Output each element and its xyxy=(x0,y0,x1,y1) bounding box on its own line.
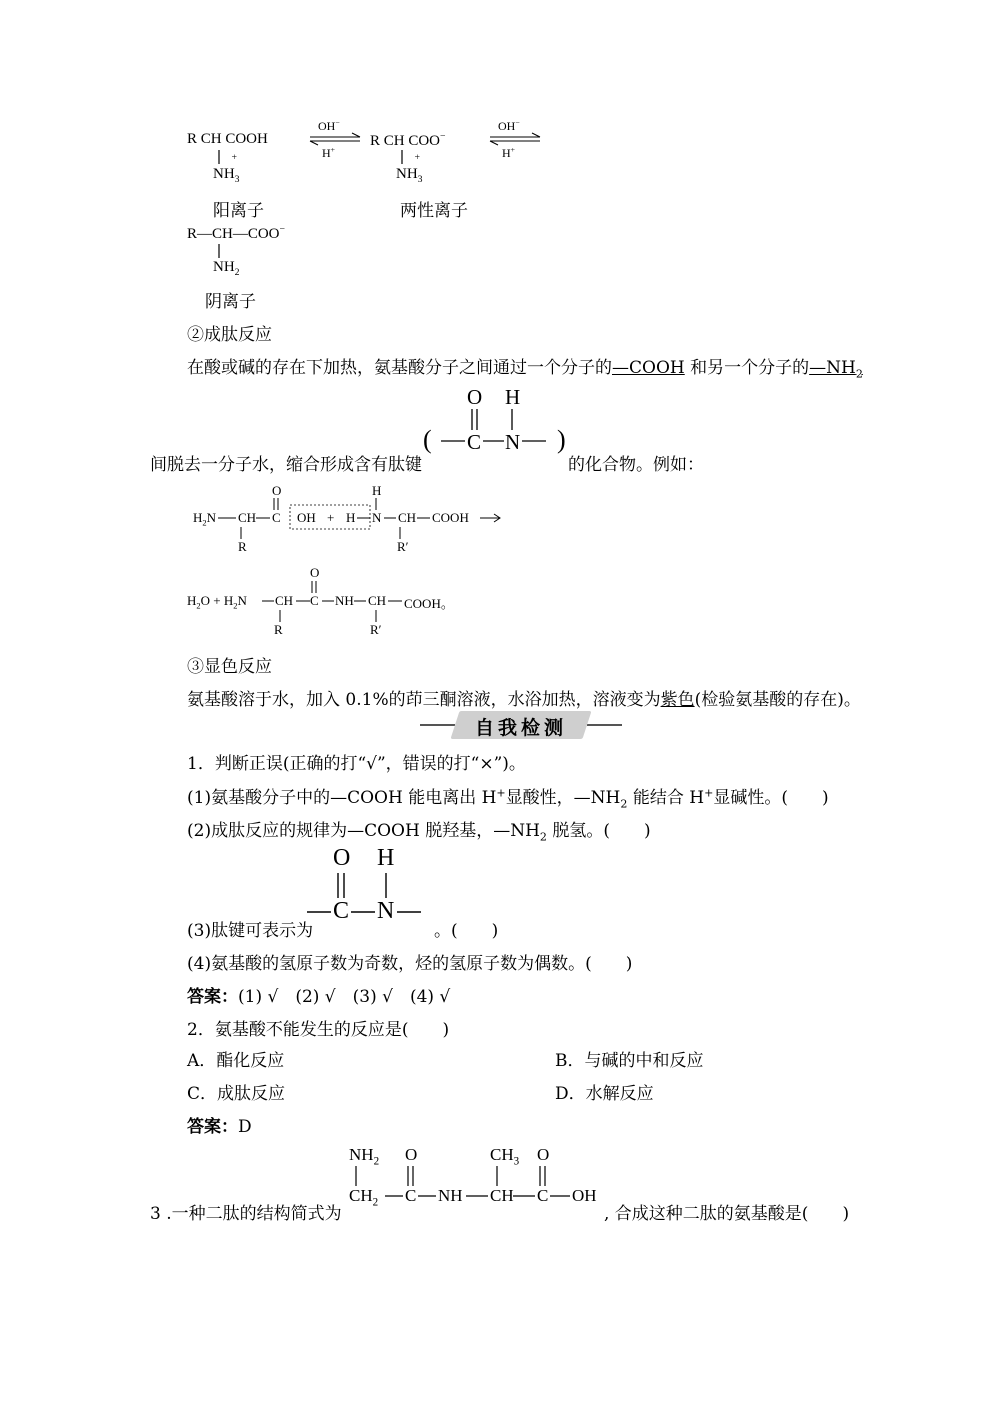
answer2-label: 答案： xyxy=(187,1117,238,1137)
ex-ch: CH xyxy=(238,510,257,525)
prod-cooh: COOH。 xyxy=(404,596,454,611)
peptide-heading: ②成肽反应 xyxy=(187,325,272,345)
dp-ch: CH xyxy=(490,1186,514,1205)
color-text: 氨基酸溶于水，加入 0.1%的茚三酮溶液，水浴加热，溶液变为紫色(检验氨基酸的存在)。 xyxy=(187,690,861,710)
ex-h: H xyxy=(346,510,356,525)
q2-option-d: D．水解反应 xyxy=(555,1084,654,1104)
ex-cooh: COOH xyxy=(432,510,469,525)
bond-paren-close: ) xyxy=(557,425,566,454)
peptide-text-line3: 的化合物。例如： xyxy=(568,455,704,475)
ex-o: O xyxy=(272,483,282,498)
ex-oh: OH xyxy=(297,510,316,525)
arrow2-bottom: H+ xyxy=(502,145,516,160)
prod-r: R xyxy=(274,622,283,637)
anion-nh2: $NH_2$ xyxy=(213,259,240,278)
peptide-text-line1: 在酸或碱的存在下加热，氨基酸分子之间通过一个分子的—COOH 和另一个分子的$—NH_2$ xyxy=(187,358,863,381)
q1-bond-h: H xyxy=(377,845,395,871)
dp-c2: C xyxy=(537,1186,549,1205)
q2-stem: 2．氨基酸不能发生的反应是( ) xyxy=(187,1020,450,1040)
dp-oh: OH xyxy=(572,1186,597,1205)
ex-r: R xyxy=(238,539,247,554)
prod-c: C xyxy=(310,593,319,608)
zwitterion-label: 两性离子 xyxy=(400,201,468,221)
ex-plus: + xyxy=(327,510,335,525)
peptide-text-line2: 间脱去一分子水，缩合形成含有肽键 xyxy=(150,455,422,475)
q1-item3-b: 。( ) xyxy=(434,921,499,941)
q3-stem-b: , 合成这种二肽的氨基酸是( ) xyxy=(604,1204,850,1224)
q2-option-c: C．成肽反应 xyxy=(187,1084,286,1104)
zwitterion-formula: R CH COO− xyxy=(370,131,446,149)
answer2: 答案：D xyxy=(187,1117,252,1137)
dp-o2: O xyxy=(537,1145,550,1164)
anion-label: 阴离子 xyxy=(205,292,256,312)
ex-h-top: H xyxy=(372,483,382,498)
q1-item1: (1)氨基酸分子中的—COOH 能电离出 H+显酸性，$—NH_2$ 能结合 H+显碱性。( ) xyxy=(187,786,829,811)
prod-o: O xyxy=(310,565,320,580)
color-heading: ③显色反应 xyxy=(187,657,272,677)
ex-n2: N xyxy=(372,510,382,525)
q2-option-b: B．与碱的中和反应 xyxy=(555,1051,704,1071)
q2-option-a: A．酯化反应 xyxy=(187,1051,285,1071)
cation-label: 阳离子 xyxy=(213,201,264,221)
cation-formula: R CH COOH xyxy=(187,131,268,147)
ex-h2n: $H_2N$ xyxy=(193,510,216,528)
q1-stem: 1．判断正误(正确的打“√”，错误的打“×”)。 xyxy=(187,754,526,774)
arrow1-top: OH− xyxy=(318,118,340,133)
bond-h: H xyxy=(505,385,521,409)
q1-bond-o: O xyxy=(333,845,351,871)
ex-r2: R′ xyxy=(397,539,409,554)
dp-nh: NH xyxy=(438,1186,463,1205)
ex-ch2: CH xyxy=(398,510,417,525)
anion-formula: R—CH—COO− xyxy=(187,224,286,242)
dp-ch2: $CH_2$ xyxy=(349,1186,379,1209)
bond-n: N xyxy=(505,430,521,454)
prod-ch2: CH xyxy=(368,593,387,608)
prod-h2o: $H_2O + H_2N$ xyxy=(187,593,247,611)
answer1-label: 答案： xyxy=(187,987,238,1007)
bond-paren-open: ( xyxy=(423,425,432,454)
bond-o: O xyxy=(467,385,483,409)
bond-c: C xyxy=(467,430,482,454)
arrow1-bottom: H+ xyxy=(322,145,336,160)
arrow2-top: OH− xyxy=(498,118,520,133)
dp-nh2: $NH_2$ xyxy=(349,1145,380,1168)
q1-item2: (2)成肽反应的规律为—COOH 脱羟基，$—NH_2$ 脱氢。( ) xyxy=(187,821,651,844)
prod-r2: R′ xyxy=(370,622,382,637)
q3-stem-a: 3 .一种二肽的结构简式为 xyxy=(150,1204,342,1224)
ex-c: C xyxy=(272,510,281,525)
q1-bond-c: C xyxy=(333,898,350,924)
q1-item4: (4)氨基酸的氢原子数为奇数，烃的氢原子数为偶数。( ) xyxy=(187,954,633,974)
self-check-banner: 自我检测 xyxy=(474,717,567,739)
dp-ch3: $CH_3$ xyxy=(490,1145,520,1168)
answer1: 答案：(1) √ (2) √ (3) √ (4) √ xyxy=(187,987,451,1007)
dp-c1: C xyxy=(405,1186,417,1205)
cation-nh3: $NH_3^+$ xyxy=(213,152,240,185)
dp-o1: O xyxy=(405,1145,418,1164)
prod-nh: NH xyxy=(335,593,354,608)
q1-bond-n: N xyxy=(377,898,395,924)
prod-ch: CH xyxy=(275,593,294,608)
q1-item3-a: (3)肽键可表示为 xyxy=(187,921,314,941)
zwitterion-nh3: $NH_3^+$ xyxy=(396,152,423,185)
